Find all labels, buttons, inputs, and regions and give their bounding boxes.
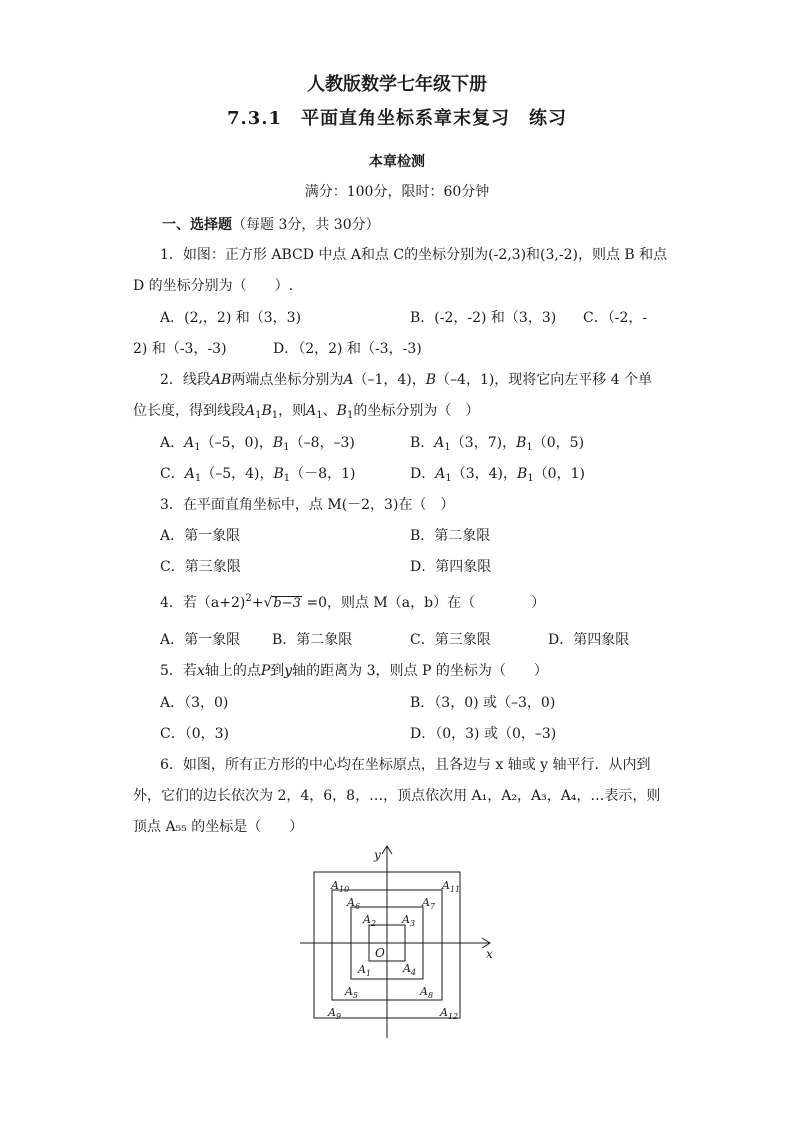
q1-option-c-tail: 2) 和（-3，-3) bbox=[133, 341, 227, 357]
vertex-label-a4: $A_4$ bbox=[403, 962, 417, 977]
q1-stem-line2: D 的坐标分别为（ ）. bbox=[133, 278, 294, 294]
part-title: 一、选择题 bbox=[162, 217, 232, 233]
vertex-label-a1: $A_1$ bbox=[358, 963, 372, 978]
q1-stem-line1: 1．如图：正方形 ABCD 中点 A和点 C的坐标分别为(-2,3)和(3,-2)，则点 B 和点 bbox=[160, 247, 668, 263]
lesson-title: 7.3.1 平面直角坐标系章末复习 练习 bbox=[226, 108, 568, 129]
q3-option-c: C．第三象限 bbox=[160, 559, 241, 575]
q1-option-a: A．(2,，2) 和（3，3) bbox=[160, 310, 302, 326]
part-heading bbox=[162, 214, 380, 234]
q5-option-d: D．（0，3) 或（0，–3) bbox=[410, 726, 557, 742]
q1-option-b: B．(-2，-2) 和（3，3) bbox=[410, 310, 557, 326]
q1-option-c: C．（-2，- bbox=[583, 310, 648, 326]
vertex-label-a9: $A_9$ bbox=[328, 1006, 342, 1021]
q4-option-c: C．第三象限 bbox=[410, 632, 491, 648]
q5-option-b: B．（3，0) 或（–3，0) bbox=[410, 695, 556, 711]
vertex-label-a2: $A_2$ bbox=[363, 913, 377, 928]
q4-option-d: D．第四象限 bbox=[548, 632, 630, 648]
q1-option-d: D．（2，2) 和（-3，-3) bbox=[273, 341, 422, 357]
vertex-label-a6: $A_6$ bbox=[347, 896, 361, 911]
vertex-label-a3: $A_3$ bbox=[402, 913, 416, 928]
q4-stem: 4．若（a+2)$^2$+√b−3 =0，则点 M（a，b）在（ ） bbox=[160, 593, 546, 611]
section-title: 本章检测 bbox=[369, 154, 425, 170]
origin-label: O bbox=[375, 946, 385, 960]
q5-stem: 5．若x轴上的点P到y轴的距离为 3，则点 P 的坐标为（ ） bbox=[160, 663, 548, 679]
q5-option-a: A．（3，0) bbox=[160, 695, 229, 711]
q4-radicand: b−3 bbox=[273, 596, 301, 611]
y-axis-label: y bbox=[374, 848, 381, 862]
q5-option-c: C．（0，3) bbox=[160, 726, 229, 742]
q3-option-d: D．第四象限 bbox=[410, 559, 492, 575]
exam-meta: 满分：100分，限时：60分钟 bbox=[304, 184, 490, 200]
q6-stem-line2: 外，它们的边长依次为 2，4，6，8，…，顶点依次用 A₁，A₂，A₃，A₄，…表示，则 bbox=[133, 788, 661, 804]
q2-stem-line2: 位长度，得到线段$A_1B_1$，则$A_1$、$B_1$的坐标分别为（ ） bbox=[133, 403, 480, 421]
vertex-label-a11: $A_{11}$ bbox=[442, 879, 461, 894]
x-axis-label: x bbox=[486, 947, 493, 961]
vertex-label-a12: $A_{12}$ bbox=[440, 1006, 459, 1021]
vertex-label-a8: $A_8$ bbox=[420, 985, 434, 1000]
q3-stem: 3．在平面直角坐标中，点 M(－2，3)在（ ） bbox=[160, 497, 455, 513]
q6-stem-line3: 顶点 A₅₅ 的坐标是（ ） bbox=[133, 819, 304, 835]
q4-option-a: A．第一象限 bbox=[160, 632, 241, 648]
part-note: （每题 3分，共 30分） bbox=[232, 217, 380, 233]
book-title: 人教版数学七年级下册 bbox=[307, 74, 487, 95]
q2-option-b: B．$A_1(3$，7)，$B_1(0$，5) bbox=[410, 435, 585, 453]
q3-option-b: B．第二象限 bbox=[410, 528, 491, 544]
q2-option-d: D．$A_1(3$，4)，$B_1(0$，1) bbox=[410, 466, 585, 484]
q2-option-c: C．$A_1(-5$，4)，$B_1(-8$，1) bbox=[160, 466, 356, 484]
vertex-label-a7: $A_7$ bbox=[422, 896, 436, 911]
q6-stem-line1: 6．如图，所有正方形的中心均在坐标原点，且各边与 x 轴或 y 轴平行．从内到 bbox=[160, 757, 651, 773]
q3-option-a: A．第一象限 bbox=[160, 528, 241, 544]
q2-stem-line1: 2．线段AB两端点坐标分别为A（–1，4)，B（–4，1)，现将它向左平移 4 个单 bbox=[160, 372, 653, 388]
q4-option-b: B．第二象限 bbox=[272, 632, 353, 648]
vertex-label-a5: $A_5$ bbox=[345, 985, 359, 1000]
nested-squares-figure bbox=[290, 840, 510, 1040]
vertex-label-a10: $A_{10}$ bbox=[331, 879, 350, 894]
q2-option-a: A．$A_1(-5$，0)，$B_1(-8$，–3) bbox=[160, 435, 355, 453]
